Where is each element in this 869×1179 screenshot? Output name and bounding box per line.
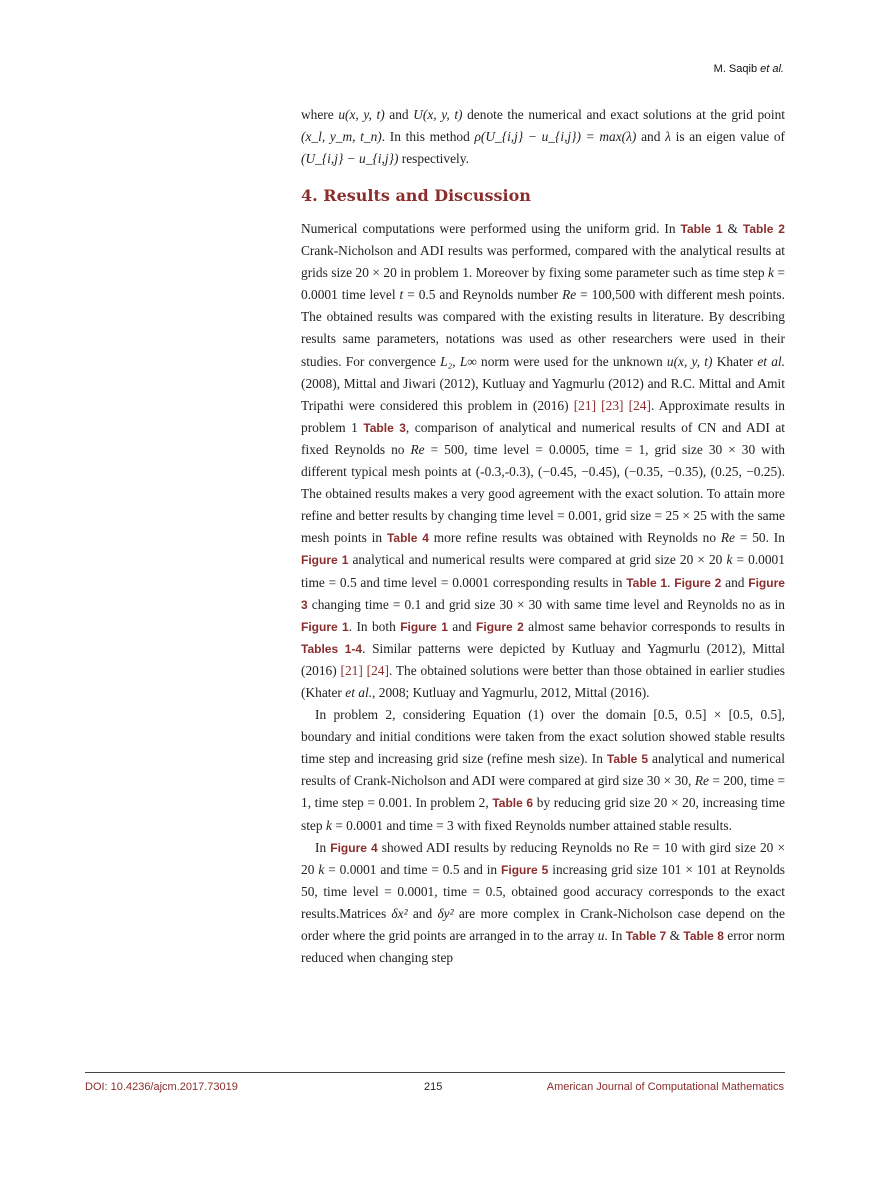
tables-1-4-link[interactable]: Tables 1-4 <box>301 641 363 656</box>
text: = 200, time = 1, time step = 0.001. In problem 2, <box>301 773 786 811</box>
math-U: U(x, y, t) <box>413 107 463 122</box>
citation-21-link[interactable]: [21] <box>573 397 597 413</box>
text: . Similar patterns were depicted by Kutluay and Yagmurlu (2012), Mittal (2016) <box>301 640 785 678</box>
citation-21-link[interactable]: [21] <box>340 662 363 678</box>
page-number: 215 <box>424 1081 443 1093</box>
paragraph-2 <box>301 704 785 837</box>
text: denote the numerical and exact solutions at the grid point <box>467 107 785 122</box>
text: . Approximate results in problem 1 <box>301 397 785 435</box>
math-norms: L₂, L∞ <box>440 353 477 369</box>
text: (2008), Mittal and Jiwari (2012), Kutluay and Yagmurlu (2012) and R.C. Mittal and Amit Tripathi were considered this problem in (2016) <box>301 375 785 413</box>
figure-1-link[interactable]: Figure 1 <box>301 553 349 568</box>
text: more refine results was obtained with Reynolds no <box>433 530 717 546</box>
text: and <box>725 574 745 590</box>
math-difference: (U_{i,j} − u_{i,j}) <box>301 151 399 167</box>
intro-paragraph-block <box>301 104 785 170</box>
text: Numerical computations were performed using the uniform grid. In <box>301 221 676 236</box>
text: error norm reduced when changing step <box>301 928 785 966</box>
text: & <box>727 221 738 236</box>
math-rho: ρ(U_{i,j} − u_{i,j}) = max(λ) <box>474 129 637 145</box>
table-6-link[interactable]: Table 6 <box>492 796 534 811</box>
footer-journal-name[interactable]: American Journal of Computational Mathematics <box>546 1081 784 1093</box>
text: analytical and numerical results of Crank-Nicholson and ADI were compared at gird size 30 × 30, <box>301 751 785 789</box>
text: respectively. <box>401 151 469 167</box>
text: . <box>667 574 671 590</box>
figure-1-link[interactable]: Figure 1 <box>301 619 349 634</box>
math-k: k <box>767 265 774 281</box>
math-delta-y2: δy² <box>437 905 454 921</box>
text: and <box>452 618 472 634</box>
table-7-link[interactable]: Table 7 <box>625 929 667 943</box>
text: Crank-Nicholson and ADI results was performed, compared with the analytical results at grids size 20 × 20 in problem 1. Moreover by fixing some parameter such as time step <box>301 243 785 281</box>
section-heading-block <box>301 186 785 205</box>
paragraph-3 <box>301 837 785 970</box>
figure-4-link[interactable]: Figure 4 <box>330 840 378 855</box>
math-u: u <box>597 928 605 943</box>
text: = 0.0001 time = 0.5 and time level = 0.0001 corresponding results in <box>301 552 785 590</box>
figure-2-link[interactable]: Figure 2 <box>476 619 524 634</box>
text: = 0.0001 time level <box>301 265 785 303</box>
text: increasing grid size 101 × 101 at Reynolds 50, time level = 0.0001, time = 0.5, obtained good accuracy corresponds to the exact results.Matrices <box>301 861 785 921</box>
math-delta-x2: δx² <box>391 905 408 921</box>
math-k: k <box>318 861 325 877</box>
text: and <box>641 129 661 145</box>
text: almost same behavior corresponds to results in <box>528 618 785 634</box>
table-4-link[interactable]: Table 4 <box>386 531 429 546</box>
figure-2-link[interactable]: Figure 2 <box>674 575 722 590</box>
text: , 2008; Kutluay and Yagmurlu, 2012, Mittal (2016). <box>372 684 650 700</box>
et-al: et al. <box>345 684 373 700</box>
text: , comparison of analytical and numerical results of CN and ADI at fixed Reynolds no <box>301 419 785 457</box>
text: = 0.0001 and time = 3 with fixed Reynolds number attained stable results. <box>335 817 732 833</box>
author-name: M. Saqib <box>713 63 758 75</box>
et-al: et al. <box>757 353 785 369</box>
math-re: Re <box>562 287 577 303</box>
text: Khater <box>716 353 754 369</box>
math-grid-point: (x_l, y_m, t_n) <box>301 129 382 145</box>
figure-5-link[interactable]: Figure 5 <box>501 862 549 877</box>
text: . In both <box>348 618 396 634</box>
text: . In <box>604 928 623 943</box>
citation-23-link[interactable]: [23] <box>601 397 624 413</box>
intro-paragraph <box>301 104 785 170</box>
text: In <box>315 839 327 855</box>
text: and <box>389 107 409 122</box>
table-2-link[interactable]: Table 2 <box>742 222 785 236</box>
running-header-author <box>714 63 784 75</box>
citation-24-link[interactable]: [24] <box>366 662 389 678</box>
text: by reducing grid size 20 × 20, increasing time step <box>301 795 785 833</box>
text: = 50. In <box>739 530 785 546</box>
math-u: u(x, y, t) <box>338 107 385 122</box>
author-etal: et al. <box>760 63 784 75</box>
math-lambda: λ <box>665 129 671 145</box>
table-1-link[interactable]: Table 1 <box>680 222 723 236</box>
footer-doi[interactable]: DOI: 10.4236/ajcm.2017.73019 <box>85 1081 238 1093</box>
text: = 100,500 with different mesh points. The obtained results was compared with the existing results in literature. By describing results same parameters, notations was used as other researchers were used in their studies. For convergence <box>301 287 785 369</box>
table-3-link[interactable]: Table 3 <box>363 420 406 435</box>
text: is an eigen value of <box>675 129 786 145</box>
table-8-link[interactable]: Table 8 <box>683 929 724 943</box>
text: = 0.0001 and time = 0.5 and in <box>328 861 498 877</box>
math-u: u(x, y, t) <box>666 353 713 369</box>
text: where <box>301 107 334 122</box>
text: showed ADI results by reducing Reynolds no Re = 10 with gird size 20 × 20 <box>301 839 785 877</box>
text: and <box>412 905 433 921</box>
text: In problem 2, considering Equation (1) over the domain [0.5, 0.5] × [0.5, 0.5], boundary and initial conditions were taken from the exact solution showed stable results time step and increasing grid size (refine mesh size). In <box>301 707 785 767</box>
text: . In this method <box>381 129 470 145</box>
citation-24-link[interactable]: [24] <box>628 397 651 413</box>
math-re: Re <box>720 530 735 546</box>
text: & <box>669 928 681 943</box>
math-k: k <box>726 552 733 568</box>
text: analytical and numerical results were compared at grid size 20 × 20 <box>352 552 723 568</box>
math-re: Re <box>410 441 425 457</box>
table-5-link[interactable]: Table 5 <box>606 752 649 767</box>
figure-3-link[interactable]: Figure 3 <box>301 575 785 612</box>
paragraph-1 <box>301 218 785 704</box>
math-re: Re <box>694 773 709 789</box>
math-k: k <box>325 817 332 833</box>
text: = 0.5 and Reynolds number <box>407 287 559 303</box>
text: = 500, time level = 0.0005, time = 1, grid size 30 × 30 with different typical mesh points at (-0.3,-0.3), (−0.45, −0.45), (−0.35, −0.35), (0.25, −0.25). The obtained results makes a very good agreement with the exact solution. To attain more refine and better results by changing time level = 0.001, grid size = 25 × 25 with the same mesh points in <box>301 441 785 546</box>
table-1-link[interactable]: Table 1 <box>626 575 668 590</box>
text: changing time = 0.1 and grid size 30 × 30 with same time level and Reynolds no as in <box>311 596 785 612</box>
text: are more complex in Crank-Nicholson case depend on the order where the grid points are arranged in to the array <box>301 905 785 943</box>
text: . The obtained solutions were better than those obtained in earlier studies (Khater <box>301 662 785 700</box>
section-title: 4. Results and Discussion <box>301 186 531 205</box>
figure-1-link[interactable]: Figure 1 <box>400 619 448 634</box>
footer-divider <box>85 1072 785 1073</box>
text: norm were used for the unknown <box>481 353 663 369</box>
math-t: t <box>399 287 404 303</box>
results-body <box>301 218 785 969</box>
